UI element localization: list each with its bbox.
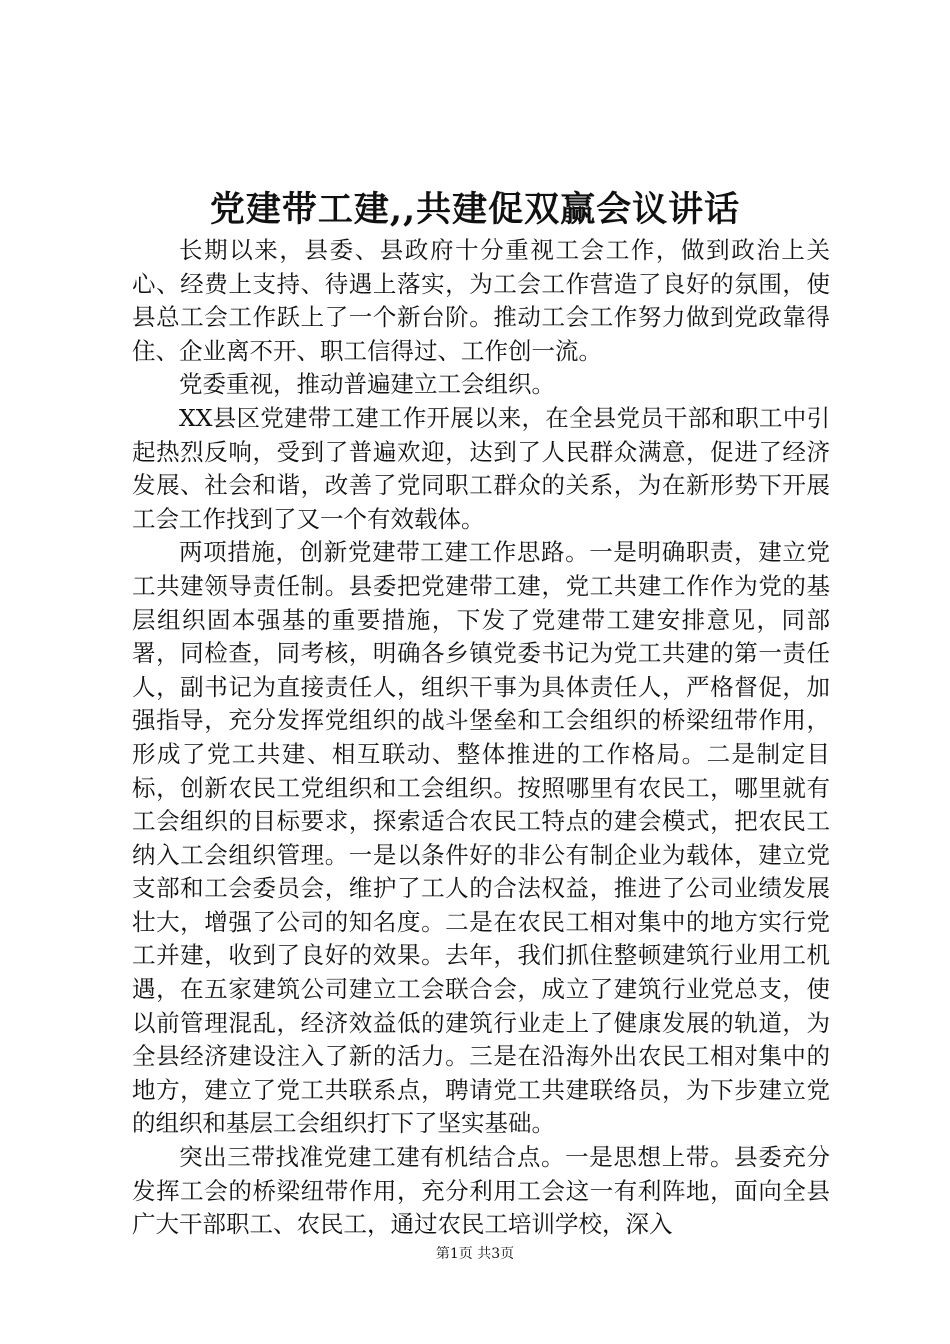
document-body <box>132 234 830 1242</box>
paragraph-1: 长期以来，县委、县政府十分重视工会工作，做到政治上关心、经费上支持、待遇上落实，为工会工作营造了良好的氛围，使县总工会工作跃上了一个新台阶。推动工会工作努力做到党政靠得住、企业离不开、职工信得过、工作创一流。 <box>132 236 830 365</box>
page-number-footer: 第1页 共3页 <box>435 1246 515 1262</box>
document-title: 党建带工建,,共建促双赢会议讲话 <box>209 189 741 230</box>
paragraph-5: 突出三带找准党建工建有机结合点。一是思想上带。县委充分发挥工会的桥梁纽带作用，充分利用工会这一有利阵地，面向全县广大干部职工、农民工，通过农民工培训学校，深入 <box>132 1143 830 1239</box>
paragraph-2: 党委重视，推动普遍建立工会组织。 <box>179 370 555 399</box>
paragraph-3: XX县区党建带工建工作开展以来，在全县党员干部和职工中引起热烈反响，受到了普遍欢迎，达到了人民群众满意，促进了经济发展、社会和谐，改善了党同职工群众的关系，为在新形势下开展工会工作找到了又一个有效载体。 <box>132 403 830 533</box>
paragraph-4: 两项措施，创新党建带工建工作思路。一是明确职责，建立党工共建领导责任制。县委把党建带工建，党工共建工作作为党的基层组织固本强基的重要措施，下发了党建带工建安排意见，同部署，同检查，同考核，明确各乡镇党委书记为党工共建的第一责任人，副书记为直接责任人，组织干事为具体责任人，严格督促，加强指导，充分发挥党组织的战斗堡垒和工会组织的桥梁纽带作用，形成了党工共建、相互联动、整体推进的工作格局。二是制定目标，创新农民工党组织和工会组织。按照哪里有农民工，哪里就有工会组织的目标要求，探索适合农民工特点的建会模式，把农民工纳入工会组织管理。一是以条件好的非公有制企业为载体，建立党支部和工会委员会，维护了工人的合法权益，推进了公司业绩发展壮大，增强了公司的知名度。二是在农民工相对集中的地方实行党工并建，收到了良好的效果。去年，我们抓住整顿建筑行业用工机遇，在五家建筑公司建立工会联合会，成立了建筑行业党总支，使以前管理混乱，经济效益低的建筑行业走上了健康发展的轨道，为全县经济建设注入了新的活力。三是在沿海外出农民工相对集中的地方，建立了党工共联系点，聘请党工共建联络员，为下步建立党的组织和基层工会组织打下了坚实基础。 <box>132 538 830 1138</box>
